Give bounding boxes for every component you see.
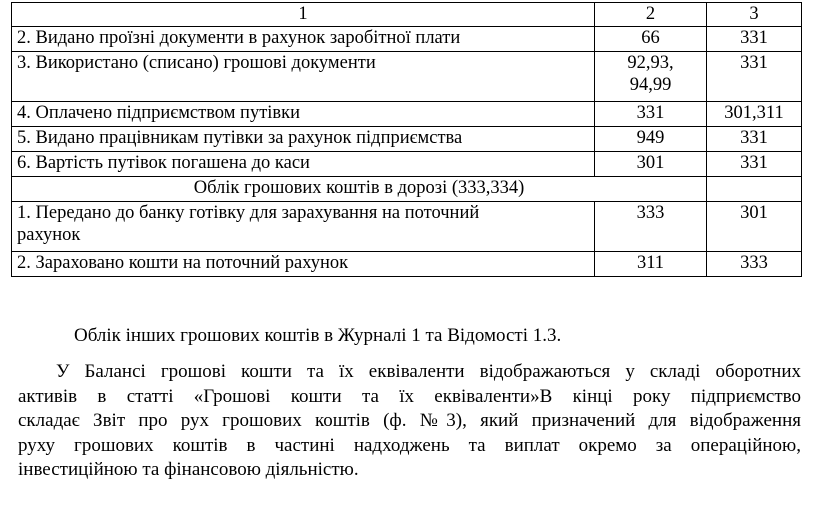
row-description: 3. Використано (списано) грошові документи xyxy=(12,52,595,102)
paragraph-line: активів в статті «Грошові кошти та їх еквіваленти»В кінці року підприємство xyxy=(18,385,801,407)
table-header-row xyxy=(12,3,802,27)
section-title: Облік грошових коштів в дорозі (333,334) xyxy=(12,177,707,202)
row-credit: 331 xyxy=(707,52,802,102)
row-debit xyxy=(595,52,707,102)
row-credit: 331 xyxy=(707,127,802,152)
row-debit-line2: 94,99 xyxy=(629,75,672,95)
table-row xyxy=(12,202,802,252)
row-description: 2. Зараховано кошти на поточний рахунок xyxy=(12,252,595,277)
row-debit: 301 xyxy=(595,152,707,177)
paragraph-line: руху грошових коштів в частині надходжень та виплат окремо за операційною, xyxy=(18,434,801,456)
row-description-line1: 1. Передано до банку готівку для зарахування на поточний xyxy=(17,203,480,223)
row-description: 5. Видано працівникам путівки за рахунок підприємства xyxy=(12,127,595,152)
row-credit: 331 xyxy=(707,27,802,52)
section-title-row xyxy=(12,177,802,202)
section-title-empty-cell xyxy=(707,177,802,202)
paragraph-line: складає Звіт про рух грошових коштів (ф. №3), який призначений для відображення xyxy=(18,410,801,431)
header-col-1: 1 xyxy=(12,3,595,27)
table-row xyxy=(12,127,802,152)
table-row xyxy=(12,52,802,102)
table-row xyxy=(12,27,802,52)
ledger-table xyxy=(11,2,802,277)
row-description-line2: рахунок xyxy=(17,225,81,245)
row-debit: 333 xyxy=(595,202,707,252)
row-description xyxy=(12,202,595,252)
row-debit: 331 xyxy=(595,102,707,127)
row-description: 6. Вартість путівок погашена до каси xyxy=(12,152,595,177)
row-credit: 331 xyxy=(707,152,802,177)
row-credit: 333 xyxy=(707,252,802,277)
row-debit: 66 xyxy=(595,27,707,52)
row-debit-line1: 92,93, xyxy=(627,53,674,73)
table-row xyxy=(12,152,802,177)
table-row xyxy=(12,102,802,127)
row-description: 2. Видано проїзні документи в рахунок заробітної плати xyxy=(12,27,595,52)
header-col-3: 3 xyxy=(707,3,802,27)
row-debit: 949 xyxy=(595,127,707,152)
table-row xyxy=(12,252,802,277)
paragraph-line: У Балансі грошові кошти та їх еквіваленти відображаються у складі оборотних xyxy=(56,361,801,382)
row-credit: 301 xyxy=(707,202,802,252)
header-col-2: 2 xyxy=(595,3,707,27)
row-debit: 311 xyxy=(595,252,707,277)
body-paragraph xyxy=(18,360,801,483)
row-description: 4. Оплачено підприємством путівки xyxy=(12,102,595,127)
row-credit: 301,311 xyxy=(707,102,802,127)
section-caption: Облік інших грошових коштів в Журналі 1 та Відомості 1.3. xyxy=(74,325,562,346)
paragraph-line: інвестиційною та фінансовою діяльністю. xyxy=(18,459,359,480)
